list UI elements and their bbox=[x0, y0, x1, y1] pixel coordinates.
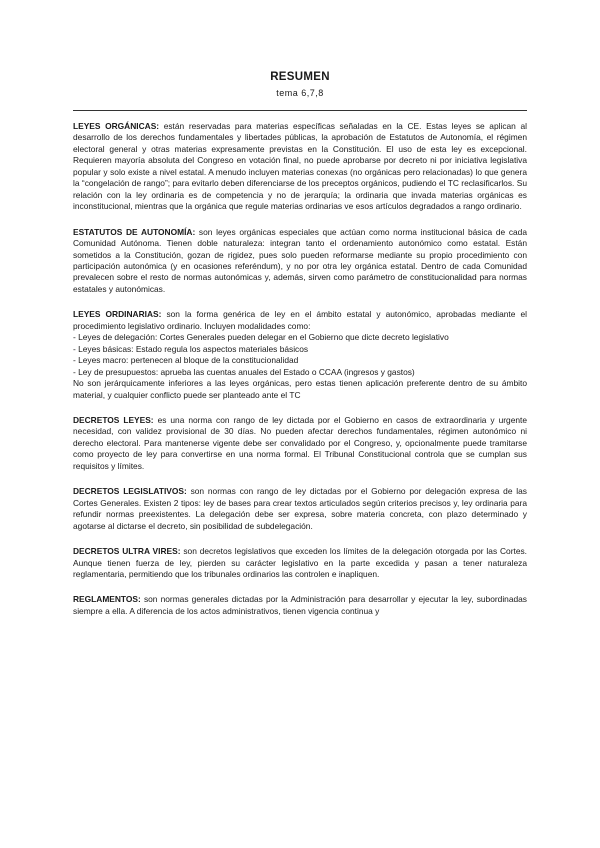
section-term: LEYES ORDINARIAS: bbox=[73, 309, 162, 320]
section-leyes-organicas bbox=[73, 121, 527, 213]
section-text: son normas generales dictadas por la Administración para desarrollar y ejecutar la ley, subordinadas siempre a ella. A diferencia de los actos administrativos, tienen vigencia continua y bbox=[73, 594, 527, 616]
section-term: ESTATUTOS DE AUTONOMÍA: bbox=[73, 226, 196, 237]
section-term: DECRETOS ULTRA VIRES: bbox=[73, 546, 181, 557]
section-text: son la forma genérica de ley en el ámbito estatal y autonómico, aprobadas mediante el procedimiento legislativo ordinario. Incluyen modalidades como: bbox=[73, 309, 527, 331]
section-term: REGLAMENTOS: bbox=[73, 594, 141, 605]
section-closing-text: No son jerárquicamente inferiores a las leyes orgánicas, pero estas tienen aplicación preferente dentro de su ámbito material, y cualquier conflicto puede ser planteado ante el TC bbox=[73, 378, 527, 400]
list-item: - Leyes de delegación: Cortes Generales pueden delegar en el Gobierno que dicte decreto legislativo bbox=[73, 332, 449, 343]
list-item: - Ley de presupuestos: aprueba las cuentas anuales del Estado o CCAA (ingresos y gastos) bbox=[73, 366, 415, 377]
section-text: son leyes orgánicas especiales que actúan como norma institucional básica de cada Comunidad Autónoma. Tienen doble naturaleza: integran tanto el ordenamiento autonómico como estatal. Están sometidos a la Constitución, gozan de rigidez, pues solo pueden reformarse mediante su propio procedimiento con participación autonómica (y en ocasiones referéndum), y no por otra ley orgánica estatal. Dentro de cada Comunidad prevalecen sobre el resto de normas autonómicas y, además, sirven como parámetro de constitucionalidad para normas estatales y autonómicas. bbox=[73, 226, 527, 294]
section-ultra-vires bbox=[73, 546, 527, 580]
page-title: RESUMEN bbox=[270, 71, 330, 83]
page-subtitle: tema 6,7,8 bbox=[276, 88, 324, 98]
section-text: son decretos legislativos que exceden los límites de la delegación otorgada por las Cortes. Aunque tienen fuerza de ley, pierden su carácter legislativo en la parte excedida y pasan a tener naturaleza reglamentaria, permitiendo que los tribunales ordinarios las controlen e inapliquen. bbox=[73, 546, 527, 579]
section-term: DECRETOS LEYES: bbox=[73, 414, 154, 425]
document-header bbox=[73, 70, 527, 99]
list-item: - Leyes básicas: Estado regula los aspectos materiales básicos bbox=[73, 343, 309, 354]
section-term: LEYES ORGÁNICAS: bbox=[73, 121, 160, 131]
section-decretos-leyes bbox=[73, 415, 527, 472]
list-item: - Leyes macro: pertenecen al bloque de la constitucionalidad bbox=[73, 355, 299, 366]
section-estatutos bbox=[73, 227, 527, 296]
section-term: DECRETOS LEGISLATIVOS: bbox=[73, 486, 187, 497]
section-decretos-legislativos bbox=[73, 486, 527, 532]
section-reglamentos bbox=[73, 594, 527, 617]
header-divider bbox=[73, 110, 527, 111]
section-text: están reservadas para materias específicas señaladas en la CE. Estas leyes se aplican al desarrollo de los derechos fundamentales y libertades públicas, la aprobación de Estatutos de Autonomía, el régimen electoral general y otras materias expresamente previstas en la Constitución. El uso de esta ley es excepcional. Requieren mayoría absoluta del Congreso en votación final, no puede aprobarse por decreto ni por iniciativa legislativa popular y solo existe a nivel estatal. A menudo incluyen materias conexas (no orgánicas pero relacionadas) lo que genera la “congelación de rango”; para evitarlo deben diferenciarse de los preceptos orgánicos, pudiendo el TC reclasificarlos. Su relación con la ley ordinaria es de competencia y no de jerarquía; la ordinaria que invada materias orgánicas es inconstitucional, mientras que la orgánica que regule materias ordinarias ve esos artículos degradados a rango ordinario. bbox=[73, 121, 527, 212]
section-text: son normas con rango de ley dictadas por el Gobierno por delegación expresa de las Cortes Generales. Existen 2 tipos: ley de bases para crear textos articulados según criterios precisos y, ley ordinaria para refundir normas preexistentes. La delegación debe ser expresa, sobre materia concreta, con plazo determinado y agotarse al dictarse el decreto, sin posibilidad de subdelegación. bbox=[73, 486, 527, 531]
section-leyes-ordinarias bbox=[73, 309, 527, 401]
section-text: es una norma con rango de ley dictada por el Gobierno en casos de extraordinaria y urgente necesidad, con validez provisional de 30 días. No pueden afectar derechos fundamentales, régimen autonómico ni derecho electoral. Para mantenerse vigente debe ser convalidado por el Congreso, y, opcionalmente puede tramitarse como proyecto de ley para convertirse en una norma formal. El Tribunal Constitucional controla que se cumplan sus requisitos y límites. bbox=[73, 414, 527, 471]
document-body bbox=[73, 121, 527, 631]
